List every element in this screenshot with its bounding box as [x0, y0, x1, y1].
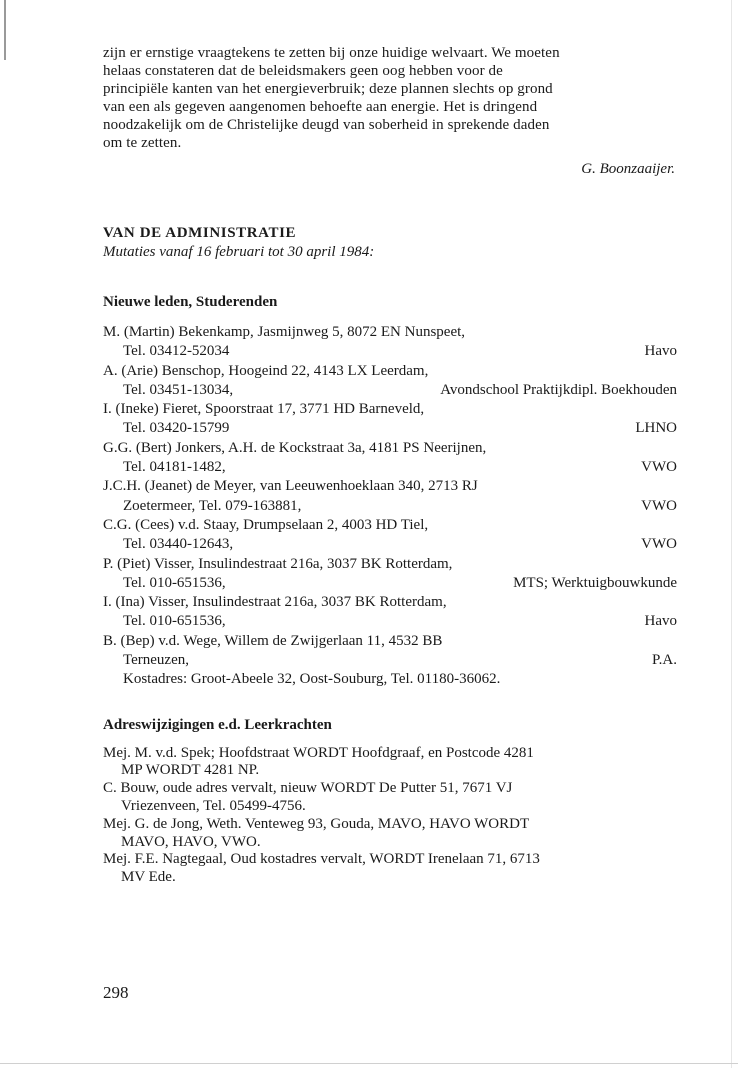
- intro-line: principiële kanten van het energieverbruik; deze plannen slechts op grond: [103, 81, 553, 97]
- member-name-address: C.G. (Cees) v.d. Staay, Drumpselaan 2, 4003 HD Tiel,: [103, 516, 429, 533]
- scan-edge-right: [731, 0, 732, 1068]
- member-entry: [103, 323, 679, 362]
- member-name-address: J.C.H. (Jeanet) de Meyer, van Leeuwenhoeklaan 340, 2713 RJ: [103, 478, 478, 495]
- page-content: [103, 44, 679, 887]
- intro-paragraph: [103, 44, 679, 152]
- member-entry: [103, 555, 679, 594]
- member-entry: [103, 593, 679, 632]
- change-line: Mej. G. de Jong, Weth. Venteweg 93, Gouda, MAVO, HAVO WORDT: [103, 815, 530, 832]
- member-phone: Tel. 010-651536,: [123, 613, 226, 630]
- intro-line: om te zetten.: [103, 135, 182, 151]
- member-name-address: M. (Martin) Bekenkamp, Jasmijnweg 5, 8072 EN Nunspeet,: [103, 324, 466, 340]
- member-study: LHNO: [635, 420, 677, 437]
- change-entry: [103, 851, 679, 887]
- member-entry: [103, 439, 679, 478]
- change-line-continued: Vriezenveen, Tel. 05499-4756.: [121, 798, 306, 815]
- intro-line: helaas constateren dat de beleidsmakers geen oog hebben voor de: [103, 63, 503, 79]
- change-entry: [103, 745, 679, 781]
- new-members-list: [103, 323, 679, 690]
- member-study: MTS; Werktuigbouwkunde: [513, 574, 677, 591]
- change-line-continued: MP WORDT 4281 NP.: [121, 762, 260, 779]
- member-study: VWO: [641, 497, 677, 514]
- member-study: P.A.: [651, 652, 677, 669]
- change-line: C. Bouw, oude adres vervalt, nieuw WORDT De Putter 51, 7671 VJ: [103, 780, 513, 797]
- member-phone: Tel. 03451-13034,: [123, 381, 234, 398]
- scan-edge-left: [4, 0, 6, 60]
- change-entry: [103, 816, 679, 852]
- member-lodging-address: Kostadres: Groot-Abeele 32, Oost-Souburg, Tel. 01180-36062.: [123, 671, 501, 688]
- member-name-address: I. (Ina) Visser, Insulindestraat 216a, 3037 BK Rotterdam,: [103, 594, 447, 611]
- member-name-address: A. (Arie) Benschop, Hoogeind 22, 4143 LX Leerdam,: [103, 362, 429, 379]
- member-study: Avondschool Praktijkdipl. Boekhouden: [440, 381, 677, 398]
- member-name-address: B. (Bep) v.d. Wege, Willem de Zwijgerlaan 11, 4532 BB: [103, 632, 443, 649]
- page-number: 298: [103, 983, 129, 1002]
- new-members-heading: Nieuwe leden, Studerenden: [103, 294, 278, 310]
- change-line-continued: MV Ede.: [121, 869, 176, 886]
- member-phone: Tel. 010-651536,: [123, 574, 226, 591]
- address-changes-heading: Adreswijzigingen e.d. Leerkrachten: [103, 716, 332, 733]
- member-study: Havo: [644, 343, 677, 360]
- member-phone: Zoetermeer, Tel. 079-163881,: [123, 497, 302, 514]
- member-city: Terneuzen,: [123, 652, 189, 669]
- change-entry: [103, 780, 679, 816]
- member-entry: [103, 516, 679, 555]
- intro-line: zijn er ernstige vraagtekens te zetten bij onze huidige welvaart. We moeten: [103, 45, 560, 61]
- intro-line: van een als gegeven aangenomen behoefte aan energie. Het is dringend: [103, 99, 538, 115]
- change-line: Mej. M. v.d. Spek; Hoofdstraat WORDT Hoofdgraaf, en Postcode 4281: [103, 744, 534, 761]
- signature: G. Boonzaaijer.: [581, 161, 675, 177]
- section-title: VAN DE ADMINISTRATIE: [103, 225, 297, 241]
- member-phone: Tel. 04181-1482,: [123, 459, 226, 476]
- member-phone: Tel. 03412-52034: [123, 343, 230, 360]
- section-subtitle: Mutaties vanaf 16 februari tot 30 april 1984:: [103, 244, 375, 260]
- change-line-continued: MAVO, HAVO, VWO.: [121, 833, 261, 850]
- change-line: Mej. F.E. Nagtegaal, Oud kostadres vervalt, WORDT Irenelaan 71, 6713: [103, 851, 540, 868]
- intro-line: noodzakelijk om de Christelijke deugd van soberheid in sprekende daden: [103, 117, 550, 133]
- member-study: VWO: [641, 536, 677, 553]
- member-name-address: P. (Piet) Visser, Insulindestraat 216a, 3037 BK Rotterdam,: [103, 555, 453, 572]
- member-phone: Tel. 03440-12643,: [123, 536, 234, 553]
- scan-edge-bottom: [0, 1063, 738, 1064]
- member-entry: [103, 400, 679, 439]
- member-name-address: I. (Ineke) Fieret, Spoorstraat 17, 3771 HD Barneveld,: [103, 401, 425, 418]
- member-entry: [103, 362, 679, 401]
- member-phone: Tel. 03420-15799: [123, 420, 230, 437]
- member-entry: [103, 477, 679, 516]
- member-entry: [103, 632, 679, 690]
- address-changes-list: [103, 745, 679, 887]
- member-name-address: G.G. (Bert) Jonkers, A.H. de Kockstraat 3a, 4181 PS Neerijnen,: [103, 439, 487, 456]
- member-study: Havo: [644, 613, 677, 630]
- member-study: VWO: [641, 459, 677, 476]
